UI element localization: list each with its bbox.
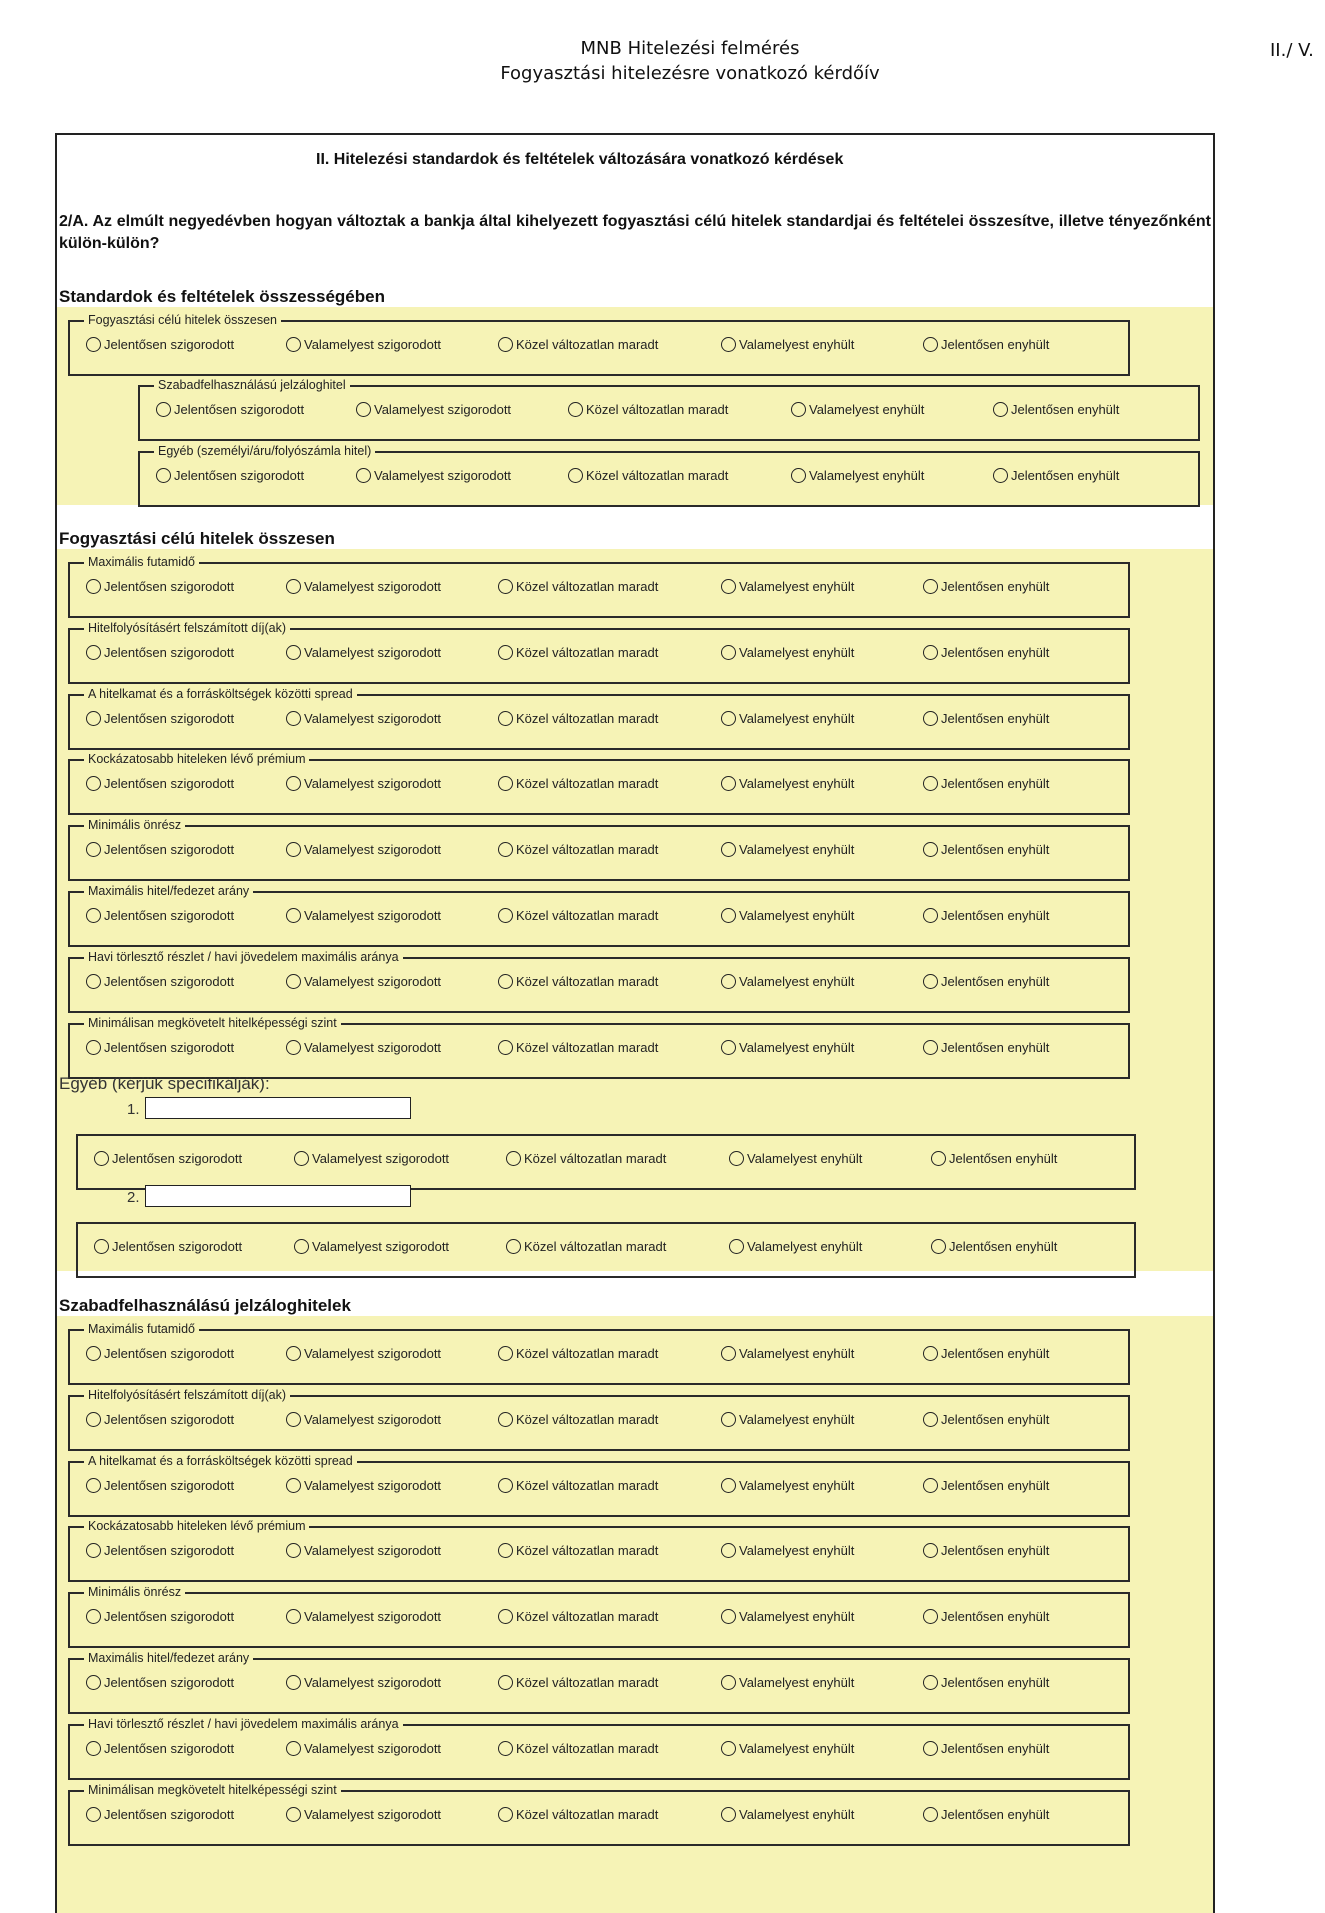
radio-button[interactable]: [568, 402, 583, 417]
option-jelentosen-enyhult[interactable]: Jelentősen enyhült: [923, 711, 1049, 726]
radio-button[interactable]: [791, 402, 806, 417]
option-jelentosen-szigorodott[interactable]: Jelentősen szigorodott: [86, 1412, 234, 1427]
radio-button[interactable]: [294, 1151, 309, 1166]
radio-button[interactable]: [923, 776, 938, 791]
group-label: Hitelfolyósításért felszámított díj(ak): [84, 621, 290, 635]
radio-button[interactable]: [498, 337, 513, 352]
option-valamelyest-enyhult[interactable]: Valamelyest enyhült: [721, 645, 854, 660]
option-valamelyest-szigorodott[interactable]: Valamelyest szigorodott: [356, 468, 511, 483]
radio-button[interactable]: [498, 908, 513, 923]
option-valamelyest-enyhult[interactable]: Valamelyest enyhült: [721, 1543, 854, 1558]
option-jelentosen-szigorodott[interactable]: Jelentősen szigorodott: [86, 776, 234, 791]
group-label: Minimálisan megkövetelt hitelképességi szint: [84, 1783, 341, 1797]
option-jelentosen-szigorodott[interactable]: Jelentősen szigorodott: [86, 711, 234, 726]
radio-group: [68, 1716, 1130, 1780]
radio-button[interactable]: [86, 645, 101, 660]
radio-button[interactable]: [294, 1239, 309, 1254]
radio-button[interactable]: [721, 645, 736, 660]
radio-group: [68, 313, 1130, 376]
radio-button[interactable]: [721, 1609, 736, 1624]
option-valamelyest-szigorodott[interactable]: Valamelyest szigorodott: [286, 645, 441, 660]
radio-button[interactable]: [923, 842, 938, 857]
radio-group: [68, 1453, 1130, 1517]
option-kozel-valtozatlan[interactable]: Közel változatlan maradt: [498, 1807, 658, 1822]
radio-button[interactable]: [498, 1741, 513, 1756]
radio-button[interactable]: [721, 1807, 736, 1822]
question-text: 2/A. Az elmúlt negyedévben hogyan változtak a bankja által kihelyezett fogyasztási célú hitelek standardjai és feltételei összesítve, illetve tényezőnként külön-külön?: [59, 213, 1211, 252]
radio-button[interactable]: [498, 974, 513, 989]
option-jelentosen-szigorodott[interactable]: Jelentősen szigorodott: [86, 1478, 234, 1493]
radio-button[interactable]: [498, 1807, 513, 1822]
radio-button[interactable]: [286, 337, 301, 352]
other-label: Egyéb (kérjük specifikálják):: [59, 1074, 270, 1093]
option-jelentosen-enyhult[interactable]: Jelentősen enyhült: [923, 337, 1049, 352]
option-valamelyest-enyhult[interactable]: Valamelyest enyhült: [721, 337, 854, 352]
option-kozel-valtozatlan[interactable]: Közel változatlan maradt: [498, 1478, 658, 1493]
radio-group: [68, 1782, 1130, 1846]
radio-group: [68, 620, 1130, 684]
option-valamelyest-szigorodott[interactable]: Valamelyest szigorodott: [286, 711, 441, 726]
option-kozel-valtozatlan[interactable]: Közel változatlan maradt: [498, 1346, 658, 1361]
option-jelentosen-szigorodott[interactable]: Jelentősen szigorodott: [94, 1239, 242, 1254]
radio-button[interactable]: [721, 1346, 736, 1361]
radio-button[interactable]: [86, 842, 101, 857]
option-valamelyest-szigorodott[interactable]: Valamelyest szigorodott: [294, 1239, 449, 1254]
header-line-1: MNB Hitelezési felmérés: [580, 38, 800, 59]
option-kozel-valtozatlan[interactable]: Közel változatlan maradt: [506, 1239, 666, 1254]
other-number-2: 2.: [127, 1189, 140, 1206]
radio-button[interactable]: [86, 1807, 101, 1822]
option-jelentosen-enyhult[interactable]: Jelentősen enyhült: [923, 579, 1049, 594]
radio-button[interactable]: [286, 974, 301, 989]
radio-button[interactable]: [721, 776, 736, 791]
option-jelentosen-szigorodott[interactable]: Jelentősen szigorodott: [86, 1040, 234, 1055]
option-valamelyest-enyhult[interactable]: Valamelyest enyhült: [721, 1478, 854, 1493]
radio-button[interactable]: [993, 402, 1008, 417]
radio-group: [68, 1322, 1130, 1385]
section-title: II. Hitelezési standardok és feltételek változására vonatkozó kérdések: [316, 151, 844, 168]
radio-button[interactable]: [498, 776, 513, 791]
group-label: Maximális hitel/fedezet arány: [84, 884, 253, 898]
group-label: Szabadfelhasználású jelzáloghitel: [154, 378, 350, 392]
group-label: Havi törlesztő részlet / havi jövedelem maximális aránya: [84, 1717, 403, 1731]
other-input-1[interactable]: [145, 1097, 411, 1119]
option-jelentosen-enyhult[interactable]: Jelentősen enyhült: [923, 908, 1049, 923]
group-label: A hitelkamat és a forrásköltségek közötti spread: [84, 1454, 357, 1468]
option-valamelyest-enyhult[interactable]: Valamelyest enyhült: [721, 579, 854, 594]
radio-button[interactable]: [286, 579, 301, 594]
option-jelentosen-szigorodott[interactable]: Jelentősen szigorodott: [86, 337, 234, 352]
radio-button[interactable]: [286, 711, 301, 726]
option-valamelyest-szigorodott[interactable]: Valamelyest szigorodott: [294, 1151, 449, 1166]
option-jelentosen-enyhult[interactable]: Jelentősen enyhült: [931, 1151, 1057, 1166]
option-jelentosen-enyhult[interactable]: Jelentősen enyhült: [923, 645, 1049, 660]
radio-button[interactable]: [286, 842, 301, 857]
radio-button[interactable]: [94, 1151, 109, 1166]
option-jelentosen-enyhult[interactable]: Jelentősen enyhült: [923, 1741, 1049, 1756]
option-valamelyest-enyhult[interactable]: Valamelyest enyhült: [721, 974, 854, 989]
radio-button[interactable]: [286, 1609, 301, 1624]
radio-button[interactable]: [721, 711, 736, 726]
option-jelentosen-szigorodott[interactable]: Jelentősen szigorodott: [156, 402, 304, 417]
radio-group: [76, 1134, 1136, 1190]
option-valamelyest-enyhult[interactable]: Valamelyest enyhült: [791, 468, 924, 483]
radio-button[interactable]: [498, 1040, 513, 1055]
option-jelentosen-szigorodott[interactable]: Jelentősen szigorodott: [86, 1543, 234, 1558]
radio-button[interactable]: [923, 337, 938, 352]
option-jelentosen-szigorodott[interactable]: Jelentősen szigorodott: [86, 579, 234, 594]
group-label: Maximális futamidő: [84, 1322, 199, 1336]
radio-button[interactable]: [86, 908, 101, 923]
option-valamelyest-enyhult[interactable]: Valamelyest enyhült: [729, 1239, 862, 1254]
option-valamelyest-enyhult[interactable]: Valamelyest enyhült: [721, 776, 854, 791]
option-valamelyest-szigorodott[interactable]: Valamelyest szigorodott: [286, 1346, 441, 1361]
group-label: Kockázatosabb hiteleken lévő prémium: [84, 1519, 309, 1533]
option-valamelyest-szigorodott[interactable]: Valamelyest szigorodott: [286, 1040, 441, 1055]
option-valamelyest-szigorodott[interactable]: Valamelyest szigorodott: [356, 402, 511, 417]
option-jelentosen-enyhult[interactable]: Jelentősen enyhült: [993, 402, 1119, 417]
radio-button[interactable]: [721, 1040, 736, 1055]
radio-button[interactable]: [498, 1412, 513, 1427]
radio-button[interactable]: [923, 1478, 938, 1493]
option-jelentosen-szigorodott[interactable]: Jelentősen szigorodott: [86, 1741, 234, 1756]
option-valamelyest-szigorodott[interactable]: Valamelyest szigorodott: [286, 1741, 441, 1756]
option-valamelyest-szigorodott[interactable]: Valamelyest szigorodott: [286, 1609, 441, 1624]
radio-button[interactable]: [721, 1543, 736, 1558]
radio-button[interactable]: [721, 842, 736, 857]
group-label: A hitelkamat és a forrásköltségek közötti spread: [84, 687, 357, 701]
radio-group: [68, 555, 1130, 618]
option-jelentosen-szigorodott[interactable]: Jelentősen szigorodott: [86, 974, 234, 989]
radio-button[interactable]: [498, 579, 513, 594]
group-label: Fogyasztási célú hitelek összesen: [84, 313, 281, 327]
radio-button[interactable]: [931, 1151, 946, 1166]
option-valamelyest-szigorodott[interactable]: Valamelyest szigorodott: [286, 1807, 441, 1822]
option-jelentosen-szigorodott[interactable]: Jelentősen szigorodott: [86, 1807, 234, 1822]
radio-button[interactable]: [791, 468, 806, 483]
radio-button[interactable]: [923, 1543, 938, 1558]
radio-button[interactable]: [506, 1239, 521, 1254]
radio-button[interactable]: [498, 1609, 513, 1624]
radio-button[interactable]: [923, 974, 938, 989]
radio-button[interactable]: [923, 1741, 938, 1756]
radio-button[interactable]: [498, 1675, 513, 1690]
group-label: Havi törlesztő részlet / havi jövedelem maximális aránya: [84, 950, 403, 964]
option-jelentosen-enyhult[interactable]: Jelentősen enyhült: [923, 1346, 1049, 1361]
radio-button[interactable]: [498, 645, 513, 660]
option-jelentosen-enyhult[interactable]: Jelentősen enyhült: [923, 1807, 1049, 1822]
radio-button[interactable]: [931, 1239, 946, 1254]
option-jelentosen-enyhult[interactable]: Jelentősen enyhült: [993, 468, 1119, 483]
option-kozel-valtozatlan[interactable]: Közel változatlan maradt: [498, 1741, 658, 1756]
radio-button[interactable]: [923, 1412, 938, 1427]
option-kozel-valtozatlan[interactable]: Közel változatlan maradt: [506, 1151, 666, 1166]
group-label: Kockázatosabb hiteleken lévő prémium: [84, 752, 309, 766]
radio-button[interactable]: [86, 1609, 101, 1624]
group-label: Maximális futamidő: [84, 555, 199, 569]
block-heading: Standardok és feltételek összességében: [59, 287, 385, 306]
other-input-2[interactable]: [145, 1185, 411, 1207]
radio-button[interactable]: [86, 711, 101, 726]
radio-button[interactable]: [923, 1675, 938, 1690]
option-jelentosen-enyhult[interactable]: Jelentősen enyhült: [923, 974, 1049, 989]
group-label: Minimális önrész: [84, 818, 185, 832]
radio-group: [68, 1585, 1130, 1648]
radio-group: [68, 752, 1130, 815]
option-jelentosen-enyhult[interactable]: Jelentősen enyhült: [923, 1412, 1049, 1427]
radio-group: [68, 884, 1130, 947]
option-valamelyest-szigorodott[interactable]: Valamelyest szigorodott: [286, 842, 441, 857]
radio-group: [68, 1519, 1130, 1582]
radio-button[interactable]: [286, 776, 301, 791]
radio-button[interactable]: [498, 842, 513, 857]
radio-button[interactable]: [86, 974, 101, 989]
radio-button[interactable]: [86, 1741, 101, 1756]
option-valamelyest-enyhult[interactable]: Valamelyest enyhült: [721, 1346, 854, 1361]
option-kozel-valtozatlan[interactable]: Közel változatlan maradt: [498, 842, 658, 857]
radio-button[interactable]: [156, 402, 171, 417]
radio-button[interactable]: [721, 1412, 736, 1427]
option-valamelyest-szigorodott[interactable]: Valamelyest szigorodott: [286, 1478, 441, 1493]
radio-button[interactable]: [286, 1346, 301, 1361]
radio-button[interactable]: [721, 974, 736, 989]
option-valamelyest-enyhult[interactable]: Valamelyest enyhült: [721, 1807, 854, 1822]
radio-group: [68, 949, 1130, 1013]
option-jelentosen-enyhult[interactable]: Jelentősen enyhült: [923, 776, 1049, 791]
option-valamelyest-szigorodott[interactable]: Valamelyest szigorodott: [286, 1412, 441, 1427]
option-valamelyest-enyhult[interactable]: Valamelyest enyhült: [721, 1741, 854, 1756]
option-jelentosen-enyhult[interactable]: Jelentősen enyhült: [923, 1675, 1049, 1690]
radio-button[interactable]: [729, 1239, 744, 1254]
option-jelentosen-enyhult[interactable]: Jelentősen enyhült: [923, 842, 1049, 857]
radio-group: [76, 1222, 1136, 1278]
option-jelentosen-enyhult[interactable]: Jelentősen enyhült: [923, 1609, 1049, 1624]
option-valamelyest-enyhult[interactable]: Valamelyest enyhült: [721, 1040, 854, 1055]
radio-button[interactable]: [721, 579, 736, 594]
option-kozel-valtozatlan[interactable]: Közel változatlan maradt: [498, 579, 658, 594]
radio-button[interactable]: [286, 1040, 301, 1055]
option-valamelyest-szigorodott[interactable]: Valamelyest szigorodott: [286, 1543, 441, 1558]
group-label: Minimálisan megkövetelt hitelképességi szint: [84, 1016, 341, 1030]
option-valamelyest-szigorodott[interactable]: Valamelyest szigorodott: [286, 776, 441, 791]
option-valamelyest-enyhult[interactable]: Valamelyest enyhült: [721, 908, 854, 923]
option-valamelyest-szigorodott[interactable]: Valamelyest szigorodott: [286, 908, 441, 923]
radio-button[interactable]: [86, 776, 101, 791]
option-valamelyest-szigorodott[interactable]: Valamelyest szigorodott: [286, 1675, 441, 1690]
option-valamelyest-enyhult[interactable]: Valamelyest enyhült: [721, 842, 854, 857]
option-valamelyest-enyhult[interactable]: Valamelyest enyhült: [791, 402, 924, 417]
option-kozel-valtozatlan[interactable]: Közel változatlan maradt: [498, 1412, 658, 1427]
option-valamelyest-szigorodott[interactable]: Valamelyest szigorodott: [286, 337, 441, 352]
option-kozel-valtozatlan[interactable]: Közel változatlan maradt: [498, 1675, 658, 1690]
option-kozel-valtozatlan[interactable]: Közel változatlan maradt: [498, 908, 658, 923]
option-jelentosen-szigorodott[interactable]: Jelentősen szigorodott: [86, 908, 234, 923]
radio-button[interactable]: [86, 1346, 101, 1361]
option-jelentosen-enyhult[interactable]: Jelentősen enyhült: [923, 1543, 1049, 1558]
radio-button[interactable]: [721, 1675, 736, 1690]
radio-button[interactable]: [86, 337, 101, 352]
radio-button[interactable]: [923, 908, 938, 923]
option-kozel-valtozatlan[interactable]: Közel változatlan maradt: [498, 1543, 658, 1558]
radio-button[interactable]: [721, 1478, 736, 1493]
radio-button[interactable]: [923, 1346, 938, 1361]
group-label: Hitelfolyósításért felszámított díj(ak): [84, 1388, 290, 1402]
option-jelentosen-szigorodott[interactable]: Jelentősen szigorodott: [94, 1151, 242, 1166]
radio-group: [68, 1387, 1130, 1451]
radio-group: [138, 444, 1200, 507]
group-label: Egyéb (személyi/áru/folyószámla hitel): [154, 444, 375, 458]
option-kozel-valtozatlan[interactable]: Közel változatlan maradt: [568, 468, 728, 483]
option-jelentosen-szigorodott[interactable]: Jelentősen szigorodott: [86, 1609, 234, 1624]
option-jelentosen-enyhult[interactable]: Jelentősen enyhült: [923, 1040, 1049, 1055]
option-jelentosen-enyhult[interactable]: Jelentősen enyhült: [923, 1478, 1049, 1493]
radio-button[interactable]: [568, 468, 583, 483]
radio-button[interactable]: [286, 908, 301, 923]
radio-button[interactable]: [729, 1151, 744, 1166]
radio-button[interactable]: [923, 711, 938, 726]
radio-button[interactable]: [286, 1675, 301, 1690]
radio-button[interactable]: [86, 1675, 101, 1690]
radio-button[interactable]: [923, 579, 938, 594]
page-code: II./ V.: [1270, 40, 1314, 61]
option-valamelyest-enyhult[interactable]: Valamelyest enyhült: [729, 1151, 862, 1166]
radio-group: [138, 378, 1200, 441]
option-jelentosen-szigorodott[interactable]: Jelentősen szigorodott: [86, 1346, 234, 1361]
radio-button[interactable]: [506, 1151, 521, 1166]
option-kozel-valtozatlan[interactable]: Közel változatlan maradt: [568, 402, 728, 417]
other-number-1: 1.: [127, 1101, 140, 1118]
radio-button[interactable]: [286, 1478, 301, 1493]
radio-button[interactable]: [923, 645, 938, 660]
option-valamelyest-enyhult[interactable]: Valamelyest enyhült: [721, 1412, 854, 1427]
option-kozel-valtozatlan[interactable]: Közel változatlan maradt: [498, 1040, 658, 1055]
option-kozel-valtozatlan[interactable]: Közel változatlan maradt: [498, 974, 658, 989]
radio-button[interactable]: [356, 402, 371, 417]
option-jelentosen-szigorodott[interactable]: Jelentősen szigorodott: [156, 468, 304, 483]
radio-button[interactable]: [86, 1478, 101, 1493]
option-valamelyest-enyhult[interactable]: Valamelyest enyhült: [721, 1675, 854, 1690]
option-kozel-valtozatlan[interactable]: Közel változatlan maradt: [498, 645, 658, 660]
header-line-2: Fogyasztási hitelezésre vonatkozó kérdőív: [500, 63, 880, 84]
radio-button[interactable]: [498, 1543, 513, 1558]
radio-button[interactable]: [923, 1609, 938, 1624]
radio-button[interactable]: [721, 1741, 736, 1756]
radio-button[interactable]: [498, 1478, 513, 1493]
block-heading: Fogyasztási célú hitelek összesen: [59, 529, 335, 548]
option-jelentosen-szigorodott[interactable]: Jelentősen szigorodott: [86, 645, 234, 660]
option-kozel-valtozatlan[interactable]: Közel változatlan maradt: [498, 1609, 658, 1624]
radio-button[interactable]: [356, 468, 371, 483]
radio-button[interactable]: [86, 579, 101, 594]
radio-group: [68, 1015, 1130, 1079]
radio-group: [68, 818, 1130, 881]
option-kozel-valtozatlan[interactable]: Közel változatlan maradt: [498, 776, 658, 791]
radio-button[interactable]: [86, 1040, 101, 1055]
option-kozel-valtozatlan[interactable]: Közel változatlan maradt: [498, 711, 658, 726]
radio-button[interactable]: [86, 1543, 101, 1558]
radio-button[interactable]: [86, 1412, 101, 1427]
group-label: Maximális hitel/fedezet arány: [84, 1651, 253, 1665]
radio-button[interactable]: [286, 1543, 301, 1558]
option-jelentosen-szigorodott[interactable]: Jelentősen szigorodott: [86, 1675, 234, 1690]
block-heading: Szabadfelhasználású jelzáloghitelek: [59, 1296, 351, 1315]
document-header: [440, 36, 940, 86]
radio-button[interactable]: [286, 1741, 301, 1756]
option-kozel-valtozatlan[interactable]: Közel változatlan maradt: [498, 337, 658, 352]
radio-group: [68, 1651, 1130, 1714]
radio-button[interactable]: [721, 908, 736, 923]
option-jelentosen-enyhult[interactable]: Jelentősen enyhült: [931, 1239, 1057, 1254]
option-valamelyest-enyhult[interactable]: Valamelyest enyhült: [721, 1609, 854, 1624]
group-label: Minimális önrész: [84, 1585, 185, 1599]
radio-button[interactable]: [993, 468, 1008, 483]
radio-button[interactable]: [721, 337, 736, 352]
option-valamelyest-szigorodott[interactable]: Valamelyest szigorodott: [286, 579, 441, 594]
radio-button[interactable]: [286, 645, 301, 660]
radio-group: [68, 686, 1130, 750]
radio-button[interactable]: [923, 1807, 938, 1822]
option-jelentosen-szigorodott[interactable]: Jelentősen szigorodott: [86, 842, 234, 857]
option-valamelyest-szigorodott[interactable]: Valamelyest szigorodott: [286, 974, 441, 989]
option-valamelyest-enyhult[interactable]: Valamelyest enyhült: [721, 711, 854, 726]
radio-button[interactable]: [94, 1239, 109, 1254]
radio-button[interactable]: [286, 1412, 301, 1427]
radio-button[interactable]: [286, 1807, 301, 1822]
radio-button[interactable]: [498, 1346, 513, 1361]
radio-button[interactable]: [498, 711, 513, 726]
radio-button[interactable]: [923, 1040, 938, 1055]
radio-button[interactable]: [156, 468, 171, 483]
